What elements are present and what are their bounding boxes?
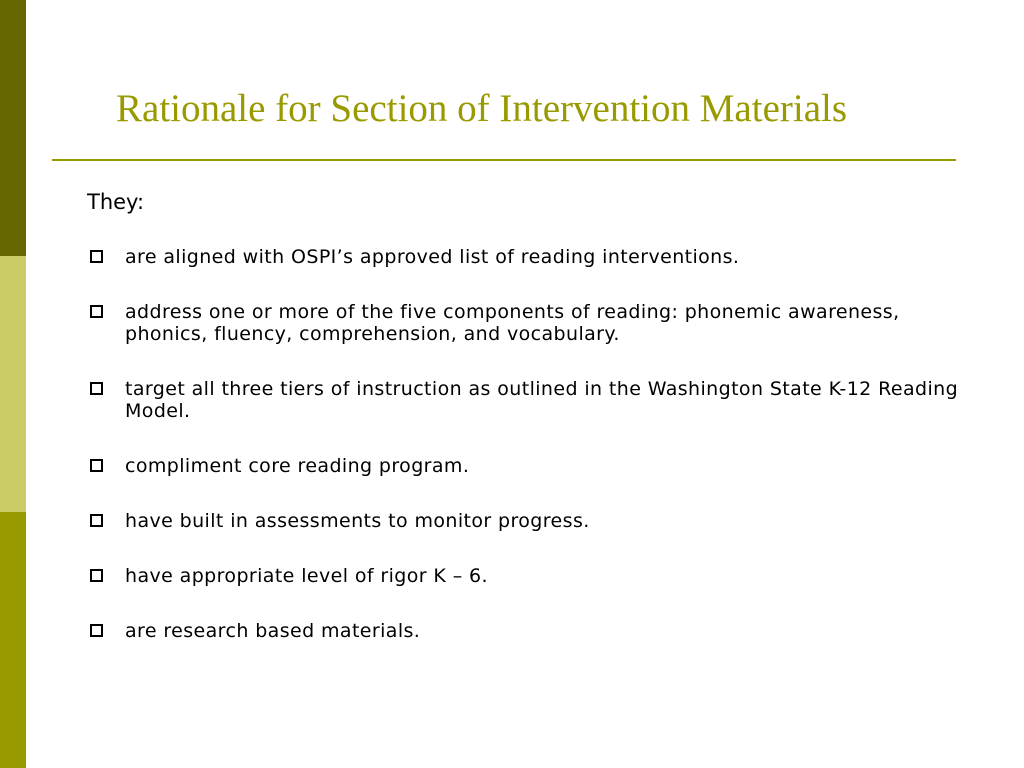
hollow-square-bullet-icon <box>90 459 103 472</box>
bullet-item <box>87 246 967 268</box>
bullet-text: compliment core reading program. <box>125 455 470 477</box>
title-divider <box>52 159 956 161</box>
bullet-text: are research based materials. <box>125 620 421 642</box>
bullet-list <box>87 246 967 642</box>
bullet-item <box>87 455 967 477</box>
bullet-text: are aligned with OSPI’s approved list of reading interventions. <box>125 246 740 268</box>
bullet-text: target all three tiers of instruction as outlined in the Washington State K-12 Reading Model. <box>125 378 959 422</box>
sidebar-stripe-light <box>0 256 26 512</box>
sidebar-stripe-dark <box>0 0 26 256</box>
hollow-square-bullet-icon <box>90 382 103 395</box>
hollow-square-bullet-icon <box>90 250 103 263</box>
hollow-square-bullet-icon <box>90 305 103 318</box>
bullet-text: have appropriate level of rigor K – 6. <box>125 565 488 587</box>
slide-content <box>87 188 967 675</box>
bullet-item <box>87 565 967 587</box>
bullet-item <box>87 301 967 345</box>
bullet-text: have built in assessments to monitor progress. <box>125 510 590 532</box>
hollow-square-bullet-icon <box>90 624 103 637</box>
bullet-item <box>87 620 967 642</box>
intro-text: They: <box>87 190 145 214</box>
bullet-item <box>87 510 967 532</box>
slide-title: Rationale for Section of Intervention Materials <box>116 87 848 130</box>
sidebar-stripe-mid <box>0 512 26 768</box>
hollow-square-bullet-icon <box>90 514 103 527</box>
bullet-text: address one or more of the five components of reading: phonemic awareness, phonics, fluency, comprehension, and vocabulary. <box>125 301 900 345</box>
hollow-square-bullet-icon <box>90 569 103 582</box>
bullet-item <box>87 378 967 422</box>
